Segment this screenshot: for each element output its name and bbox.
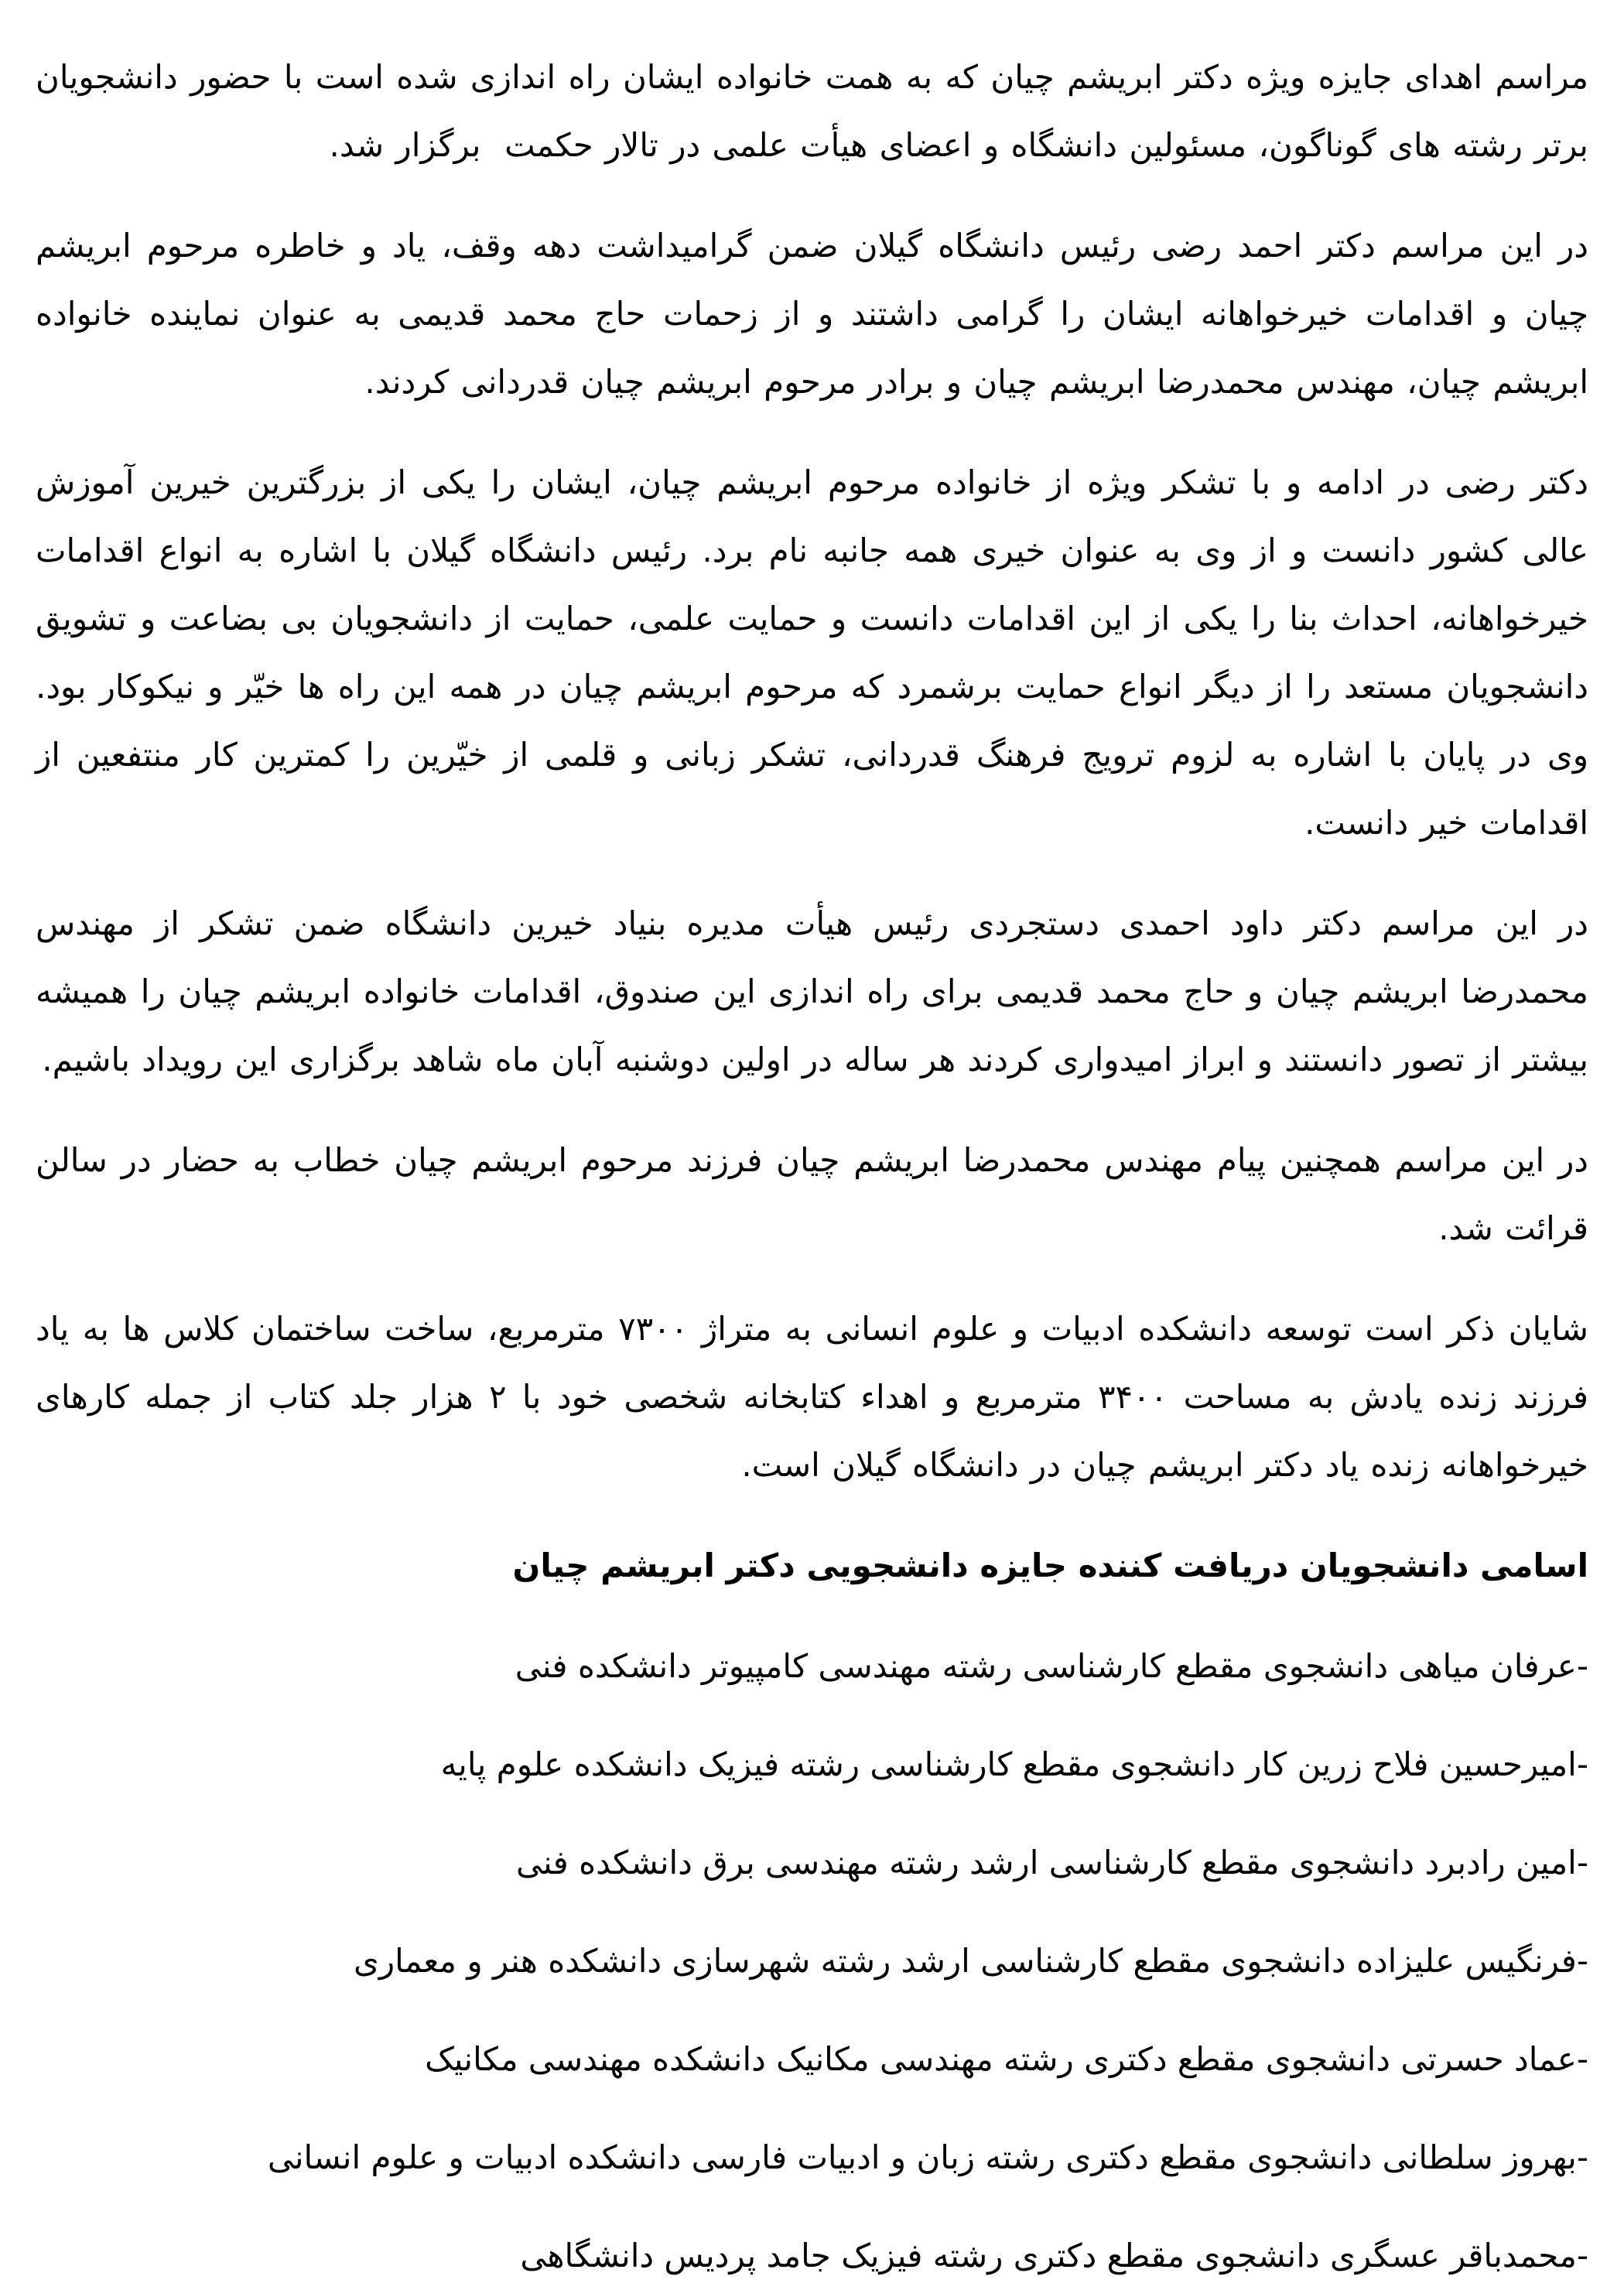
recipient-item-7: -محمدباقر عسگری دانشجوی مقطع دکتری رشته فیزیک جامد پردیس دانشگاهی [520, 2237, 1588, 2275]
recipient-item-2: -امیرحسین فلاح زرین کار دانشجوی مقطع کارشناسی رشته فیزیک دانشکده علوم پایه [440, 1745, 1588, 1783]
recipient-item-3: -امین رادبرد دانشجوی مقطع کارشناسی ارشد رشته مهندسی برق دانشکده فنی [516, 1844, 1588, 1882]
paragraph-ceremony-intro: مراسم اهدای جایزه ویژه دکتر ابریشم چیان که به همت خانواده ایشان راه اندازی شده است با حضور دانشجویان برتر رشته های گوناگون، مسئولین دانشگاه و اعضای هیأت علمی در تالار حکمت برگزار شد. [36, 58, 1588, 164]
paragraph-foundation-chair-remarks: در این مراسم دکتر داود احمدی دستجردی رئیس هیأت مدیره بنیاد خیرین دانشگاه ضمن تشکر از مهندس محمدرضا ابریشم چیان و حاج محمد قدیمی برای راه اندازی این صندوق، اقدامات خانواده ابریشم چیان را همیشه بیشتر از تصور دانستند و ابراز امیدواری کردند هر ساله در اولین دوشنبه آبان ماه شاهد برگزاری این رویداد باشیم. [36, 904, 1588, 1078]
recipient-item-5: -عماد حسرتی دانشجوی مقطع دکتری رشته مهندسی مکانیک دانشکده مهندسی مکانیک [425, 2040, 1588, 2078]
recipient-item-1: -عرفان میاهی دانشجوی مقطع کارشناسی رشته مهندسی کامپیوتر دانشکده فنی [515, 1647, 1588, 1685]
recipient-item-6: -بهروز سلطانی دانشجوی مقطع دکتری رشته زبان و ادبیات فارسی دانشکده ادبیات و علوم انسانی [267, 2138, 1588, 2176]
paragraph-university-president-tribute: در این مراسم دکتر احمد رضی رئیس دانشگاه گیلان ضمن گرامیداشت دهه وقف، یاد و خاطره مرحوم ابریشم چیان و اقدامات خیرخواهانه ایشان را گرامی داشتند و از زحمات حاج محمد قدیمی به عنوان نماینده خانواده ابریشم چیان، مهندس محمدرضا ابریشم چیان و برادر مرحوم ابریشم چیان قدردانی کردند. [36, 227, 1588, 401]
section-heading-award-recipients: اسامی دانشجویان دریافت کننده جایزه دانشجویی دکتر ابریشم چیان [512, 1547, 1588, 1584]
recipient-item-4: -فرنگیس علیزاده دانشجوی مقطع کارشناسی ارشد رشته شهرسازی دانشکده هنر و معماری [353, 1942, 1588, 1980]
paragraph-donations-summary: شایان ذکر است توسعه دانشکده ادبیات و علوم انسانی به متراژ ۷۳۰۰ مترمربع، ساخت ساختمان کلاس ها به یاد فرزند زنده یادش به مساحت ۳۴۰۰ مترمربع و اهداء کتابخانه شخصی خود با ۲ هزار جلد کتاب از جمله کارهای خیرخواهانه زنده یاد دکتر ابریشم چیان در دانشگاه گیلان است. [36, 1310, 1589, 1484]
paragraph-president-remarks: دکتر رضی در ادامه و با تشکر ویژه از خانواده مرحوم ابریشم چیان، ایشان را یکی از بزرگترین خیرین آموزش عالی کشور دانست و از وی به عنوان خیری همه جانبه نام برد. رئیس دانشگاه گیلان با اشاره به انواع اقدامات خیرخواهانه، احداث بنا را یکی از این اقدامات دانست و حمایت علمی، حمایت از دانشجویان بی بضاعت و تشویق دانشجویان مستعد را از دیگر انواع حمایت برشمرد که مرحوم ابریشم چیان در همه این راه ها خیّر و نیکوکار بود. وی در پایان با اشاره به لزوم ترویج فرهنگ قدردانی، تشکر زبانی و قلمی از خیّرین را کمترین کار منتفعین از اقدامات خیر دانست. [36, 463, 1588, 842]
paragraph-family-message: در این مراسم همچنین پیام مهندس محمدرضا ابریشم چیان فرزند مرحوم ابریشم چیان خطاب به حضار در سالن قرائت شد. [36, 1141, 1588, 1247]
